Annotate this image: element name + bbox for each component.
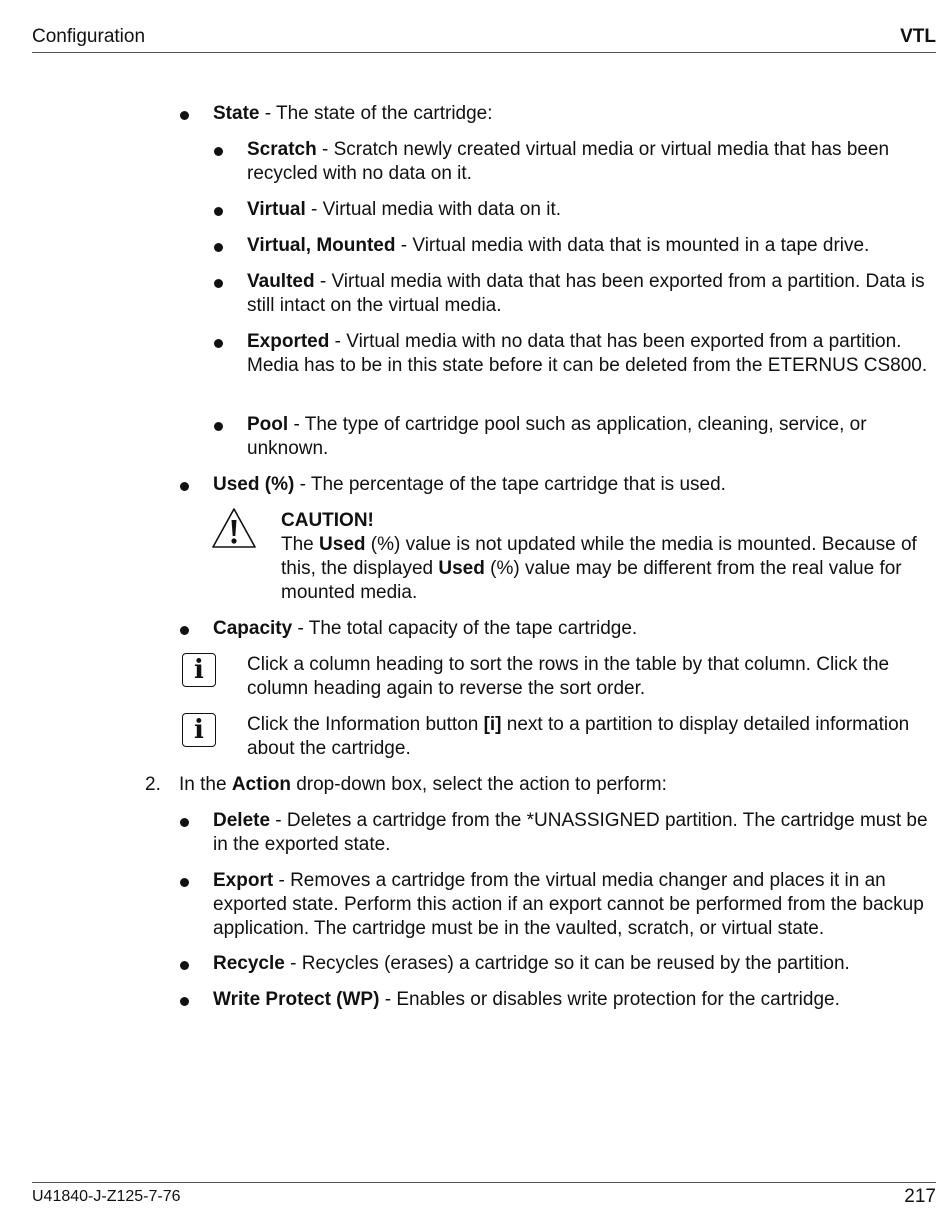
desc-capacity: - The total capacity of the tape cartridge.	[292, 618, 638, 639]
list-item-recycle	[213, 952, 933, 976]
term-state: State	[213, 103, 260, 124]
caution-text-part: (%) value is not updated while the media is mounted. Because of this, the displayed	[281, 534, 917, 579]
term-vaulted: Vaulted	[247, 271, 315, 292]
bullet-icon	[180, 878, 189, 887]
desc-write-protect: - Enables or disables write protection for the cartridge.	[379, 989, 840, 1010]
bullet-icon	[214, 207, 223, 216]
step-2-text	[179, 773, 929, 797]
caution-text-part: The	[281, 534, 320, 555]
bullet-icon	[180, 111, 189, 120]
caution-used-term: Used	[438, 558, 485, 579]
caution-title: CAUTION!	[281, 510, 374, 531]
desc-virtual-mounted: - Virtual media with data that is mounted in a tape drive.	[395, 235, 870, 256]
desc-state: - The state of the cartridge:	[259, 103, 493, 124]
term-scratch: Scratch	[247, 139, 317, 160]
desc-pool: - The type of cartridge pool such as application, cleaning, service, or unknown.	[247, 414, 867, 459]
term-virtual: Virtual	[247, 199, 306, 220]
desc-delete: - Deletes a cartridge from the *UNASSIGNED partition. The cartridge must be in the exported state.	[213, 810, 928, 855]
action-term: Action	[231, 774, 291, 795]
info-text-part: next to a partition to display detailed information about the cartridge.	[247, 714, 910, 759]
list-item-state	[213, 102, 933, 126]
bullet-icon	[180, 482, 189, 491]
desc-recycle: - Recycles (erases) a cartridge so it can be reused by the partition.	[284, 953, 850, 974]
list-item-write-protect	[213, 988, 933, 1012]
caution-text-part: (%) value may be different from the real value for mounted media.	[281, 558, 902, 603]
bullet-icon	[214, 339, 223, 348]
bullet-icon	[214, 147, 223, 156]
term-pool: Pool	[247, 414, 289, 435]
info-button-term: [i]	[483, 714, 502, 735]
list-item-used	[213, 473, 933, 497]
info-note-information-button	[247, 713, 937, 761]
page-number: 217	[904, 1186, 936, 1207]
desc-used: - The percentage of the tape cartridge that is used.	[294, 474, 726, 495]
caution-text	[281, 533, 931, 605]
term-virtual-mounted: Virtual, Mounted	[247, 235, 396, 256]
header-product-name: VTL	[900, 26, 936, 47]
term-export: Export	[213, 870, 274, 891]
list-item-exported	[247, 330, 937, 378]
step-number: 2.	[145, 774, 161, 795]
list-item-vaulted	[247, 270, 937, 318]
page-header	[32, 26, 936, 53]
desc-virtual: - Virtual media with data on it.	[305, 199, 562, 220]
step-text-part: drop-down box, select the action to perform:	[290, 774, 667, 795]
bullet-icon	[180, 818, 189, 827]
header-section-title: Configuration	[32, 26, 146, 47]
list-item-export	[213, 869, 933, 941]
desc-export: - Removes a cartridge from the virtual media changer and places it in an exported state. Perform this action if an export cannot be performed from the backup application. The cartridge must be in the vaulted, scratch, or virtual state.	[213, 870, 924, 939]
list-item-virtual-mounted	[247, 234, 937, 258]
document-code: U41840-J-Z125-7-76	[32, 1188, 181, 1205]
term-used: Used (%)	[213, 474, 295, 495]
term-delete: Delete	[213, 810, 271, 831]
list-item-delete	[213, 809, 933, 857]
bullet-icon	[180, 961, 189, 970]
bullet-icon	[214, 243, 223, 252]
info-text-part: Click the Information button	[247, 714, 484, 735]
bullet-icon	[214, 422, 223, 431]
caution-note	[281, 509, 931, 605]
info-icon: i	[182, 713, 216, 747]
list-item-capacity	[213, 617, 933, 641]
desc-scratch: - Scratch newly created virtual media or virtual media that has been recycled with no data on it.	[247, 139, 890, 184]
list-item-scratch	[247, 138, 937, 186]
caution-used-term: Used	[319, 534, 366, 555]
bullet-icon	[214, 279, 223, 288]
desc-exported: - Virtual media with no data that has been exported from a partition. Media has to be in this state before it can be deleted from the ETERNUS CS800.	[247, 331, 928, 376]
bullet-icon	[180, 997, 189, 1006]
term-recycle: Recycle	[213, 953, 285, 974]
step-text-part: In the	[179, 774, 232, 795]
term-capacity: Capacity	[213, 618, 293, 639]
term-write-protect: Write Protect (WP)	[213, 989, 380, 1010]
term-exported: Exported	[247, 331, 330, 352]
list-item-pool	[247, 413, 937, 461]
info-note-sort: Click a column heading to sort the rows in the table by that column. Click the column heading again to reverse the sort order.	[247, 654, 890, 699]
desc-vaulted: - Virtual media with data that has been exported from a partition. Data is still intact on the virtual media.	[247, 271, 925, 316]
caution-warning-icon	[211, 507, 257, 549]
info-icon: i	[182, 653, 216, 687]
list-item-virtual	[247, 198, 937, 222]
bullet-icon	[180, 626, 189, 635]
footer-divider	[32, 1182, 936, 1183]
